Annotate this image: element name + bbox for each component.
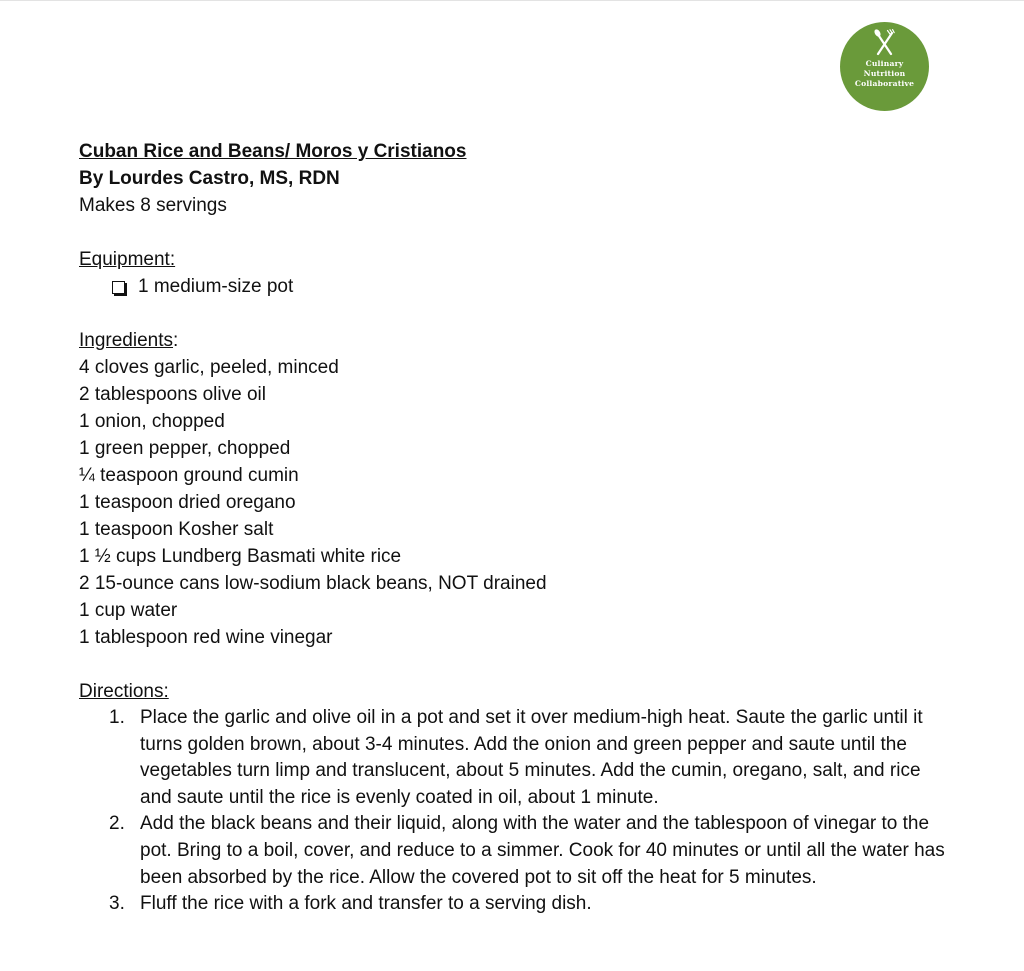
step-text: Place the garlic and olive oil in a pot and set it over medium-high heat. Saute the garlic until it turns golden brown, about 3-4 minutes. Add the onion and green pepper and saute until the vegetables turn limp and translucent, about 5 minutes. Add the cumin, oregano, salt, and rice and saute until the rice is evenly coated in oil, about 1 minute. [140, 707, 923, 808]
logo-line: Culinary [865, 59, 904, 68]
ingredient-item: 1 teaspoon dried oregano [79, 492, 296, 513]
step-text: Add the black beans and their liquid, along with the water and the tablespoon of vinegar to the pot. Bring to a boil, cover, and reduce to a simmer. Cook for 40 minutes or until all the water has been absorbed by the rice. Allow the covered pot to sit off the heat for 5 minutes. [140, 813, 945, 888]
ingredient-item: 1 tablespoon red wine vinegar [79, 627, 333, 648]
recipe-servings: Makes 8 servings [79, 195, 227, 216]
ingredient-item: 1 ½ cups Lundberg Basmati white rice [79, 546, 402, 567]
recipe-author: By Lourdes Castro, MS, RDN [79, 168, 340, 189]
direction-step [109, 891, 950, 918]
step-number: 1. [109, 707, 125, 728]
equipment-item-label: 1 medium-size pot [138, 276, 294, 297]
page-top-border [0, 0, 1024, 1]
step-number: 3. [109, 893, 125, 915]
logo-line: Collaborative [854, 79, 915, 88]
culinary-nutrition-logo [840, 22, 929, 111]
ingredients-heading-colon: : [173, 330, 179, 351]
ingredients-list [79, 354, 959, 651]
recipe-title: Cuban Rice and Beans/ Moros y Cristianos [79, 141, 467, 162]
ingredient-item: 4 cloves garlic, peeled, minced [79, 357, 339, 378]
logo-line: Nutrition [863, 69, 906, 78]
ingredient-item: 2 tablespoons olive oil [79, 384, 266, 405]
equipment-heading: Equipment: [79, 249, 176, 270]
ingredient-item: 1 onion, chopped [79, 411, 225, 432]
ingredient-item: ¼ teaspoon ground cumin [79, 465, 299, 486]
ingredient-item: 1 teaspoon Kosher salt [79, 519, 274, 540]
checkbox-icon [112, 281, 125, 294]
ingredients-heading-label: Ingredients [79, 330, 174, 351]
ingredient-item: 1 green pepper, chopped [79, 438, 291, 459]
step-text: Fluff the rice with a fork and transfer to a serving dish. [140, 893, 592, 915]
direction-step [109, 811, 950, 891]
ingredients-heading [79, 327, 959, 354]
directions-list [79, 705, 959, 918]
fork-and-knife-icon [873, 29, 896, 57]
directions-heading: Directions: [79, 681, 169, 702]
ingredient-item: 2 15-ounce cans low-sodium black beans, NOT drained [79, 573, 547, 594]
ingredient-item: 1 cup water [79, 600, 178, 621]
recipe-document [79, 138, 959, 918]
equipment-item [79, 273, 959, 300]
logo-text [840, 59, 929, 89]
step-number: 2. [109, 813, 125, 835]
direction-step [109, 705, 950, 811]
